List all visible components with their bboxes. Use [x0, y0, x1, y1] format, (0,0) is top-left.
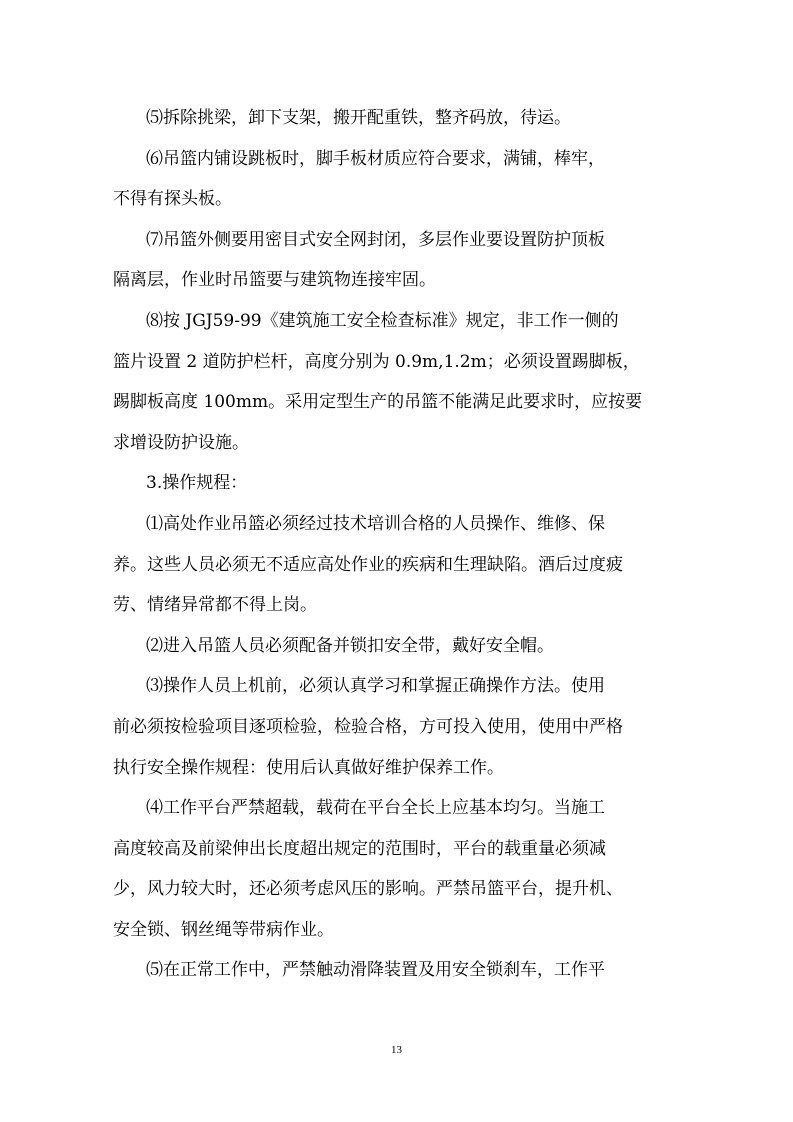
- text-line: ⑹吊篮内铺设跳板时，脚手板材质应符合要求，满铺，棒牢，: [146, 148, 605, 169]
- text-line: 高度较高及前梁伸出长度超出规定的范围时，平台的载重量必须减: [113, 838, 606, 859]
- paragraph-operation-method: [113, 666, 683, 788]
- paragraph-scaffold-board: [113, 139, 683, 220]
- heading-text: 3.操作规程：: [146, 473, 248, 494]
- text-line: ⑷工作平台严禁超载，载荷在平台全长上应基本均匀。当施工: [146, 798, 605, 819]
- text-line: ⑴高处作业吊篮必须经过技术培训合格的人员操作、维修、保: [146, 513, 605, 534]
- text-line: 安全锁、钢丝绳等带病作业。: [113, 919, 334, 940]
- body-text: [113, 98, 683, 991]
- text-line: 养。这些人员必须无不适应高处作业的疾病和生理缺陷。酒后过度疲: [113, 554, 623, 575]
- text-line: ⑶操作人员上机前，必须认真学习和掌握正确操作方法。使用: [146, 676, 605, 697]
- paragraph-overload: [113, 788, 683, 950]
- text-line: ⑵进入吊篮人员必须配备并锁扣安全带，戴好安全帽。: [146, 635, 554, 656]
- text-line: 前必须按检验项目逐项检验，检验合格，方可投入使用，使用中严格: [113, 716, 623, 737]
- section-heading-operation-rules: [113, 463, 683, 504]
- paragraph-safety-belt: [113, 626, 683, 667]
- text-line: ⑸拆除挑梁，卸下支架，搬开配重铁，整齐码放，待运。: [146, 108, 571, 128]
- paragraph-remove-beam: [113, 98, 683, 139]
- text-line: 求增设防护设施。: [113, 432, 249, 453]
- text-line: 篮片设置 2 道防护栏杆，高度分别为 0.9m,1.2m；必须设置踢脚板，: [113, 351, 640, 372]
- page-number: 13: [391, 1044, 402, 1056]
- paragraph-safety-net: [113, 220, 683, 301]
- text-line: 执行安全操作规程：使用后认真做好维护保养工作。: [113, 757, 504, 778]
- text-line: 踢脚板高度 100mm。采用定型生产的吊篮不能满足此要求时，应按要: [113, 392, 643, 413]
- text-line: ⑻按 JGJ59-99《建筑施工安全检查标准》规定，非工作一侧的: [146, 310, 619, 331]
- text-line: ⑺吊篮外侧要用密目式安全网封闭，多层作业要设置防护顶板: [146, 229, 605, 250]
- text-line: ⑸在正常工作中，严禁触动滑降装置及用安全锁刹车，工作平: [146, 960, 605, 981]
- paragraph-guardrail: [113, 301, 683, 463]
- paragraph-trained-personnel: [113, 504, 683, 626]
- text-line: 劳、情绪异常都不得上岗。: [113, 595, 317, 616]
- text-line: 隔离层，作业时吊篮要与建筑物连接牢固。: [113, 270, 436, 291]
- paragraph-normal-work: [113, 950, 683, 991]
- text-line: 不得有探头板。: [113, 189, 232, 210]
- text-line: 少，风力较大时，还必须考虑风压的影响。严禁吊篮平台，提升机、: [113, 879, 623, 900]
